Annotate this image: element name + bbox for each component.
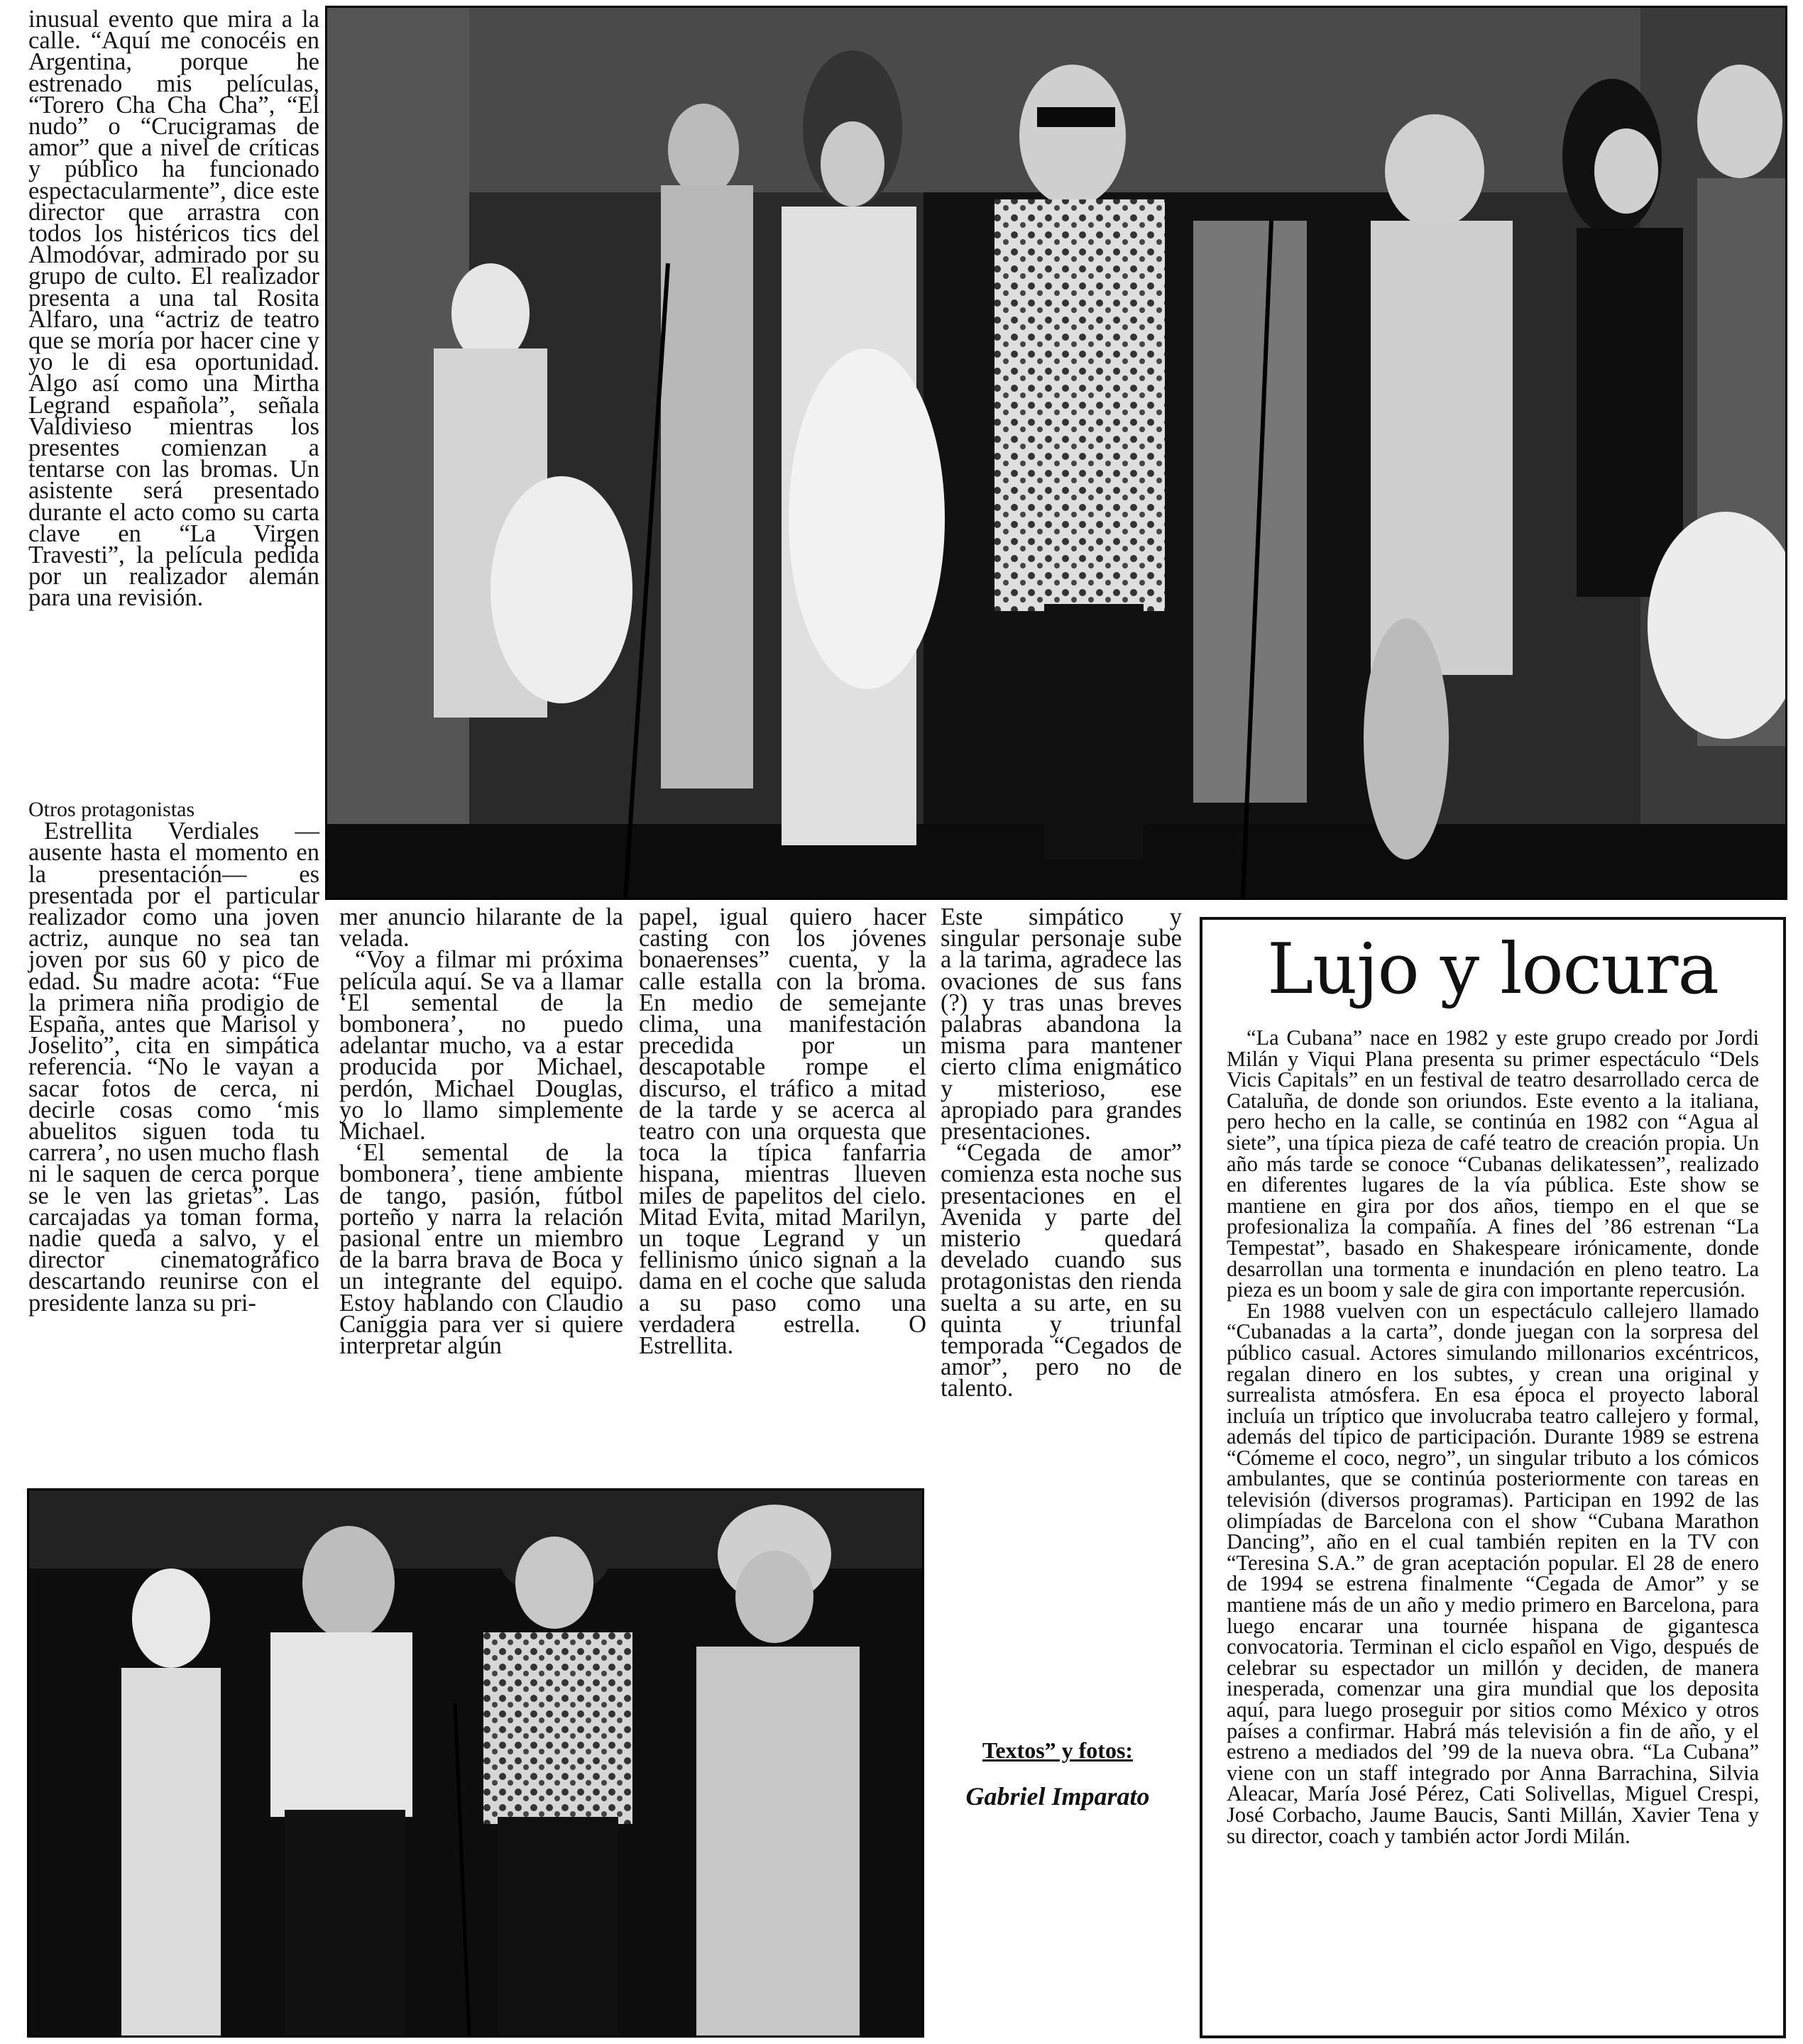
col1-paragraph: inusual evento que mira a la calle. “Aquí me conocéis en Argentina, porque he estrenado mis películas, “Torero Cha Cha Cha”, “El nudo” o “Crucigramas de amor” que a nivel de críticas y público ha funcionado espectacularmente”, dice este director que arrastra con todos los histéricos tics del Almodóvar, admirado por su grupo de culto. El realizador presenta a una tal Rosita Alfaro, una “actriz de teatro que se moría por hacer cine y yo le di esa oportunidad. Algo así como una Mirtha Legrand española”, señala Valdivieso mientras los presentes comienzan a tentarse con las bromas. Un asistente será presentado durante el acto como su carta clave en “La Virgen Travesti”, la película pedida por un realizador alemán para una revisión. — [28, 6, 319, 612]
photo-credit-label: Textos” y fotos: — [982, 1737, 1134, 1763]
col4-paragraph: “Cegada de amor” comienza esta noche sus presentaciones en el Avenida y parte del misterio quedará develado cuando sus protagonistas den rienda suelta a su arte, en su quinta y triunfal temporada “Cegados de amor”, pero no de talento. — [941, 1139, 1182, 1402]
col2-paragraph: “Voy a filmar mi próxima película aquí. Se va a llamar ‘El semental de la bombonera’, no puedo adelantar mucho, va a estar producida por Michael, perdón, Michael Douglas, yo lo llamo simplemente Michael. — [339, 946, 623, 1145]
sidebar-body — [1227, 1028, 1759, 1847]
col4-paragraph: Este simpático y singular personaje sube a la tarima, agradece las ovaciones de sus fans (?) y tras unas breves palabras abandona la misma para mantener cierto clima enigmático y misterioso, ese apropiado para grandes presentaciones. — [941, 903, 1182, 1145]
sidebar-title: Lujo y locura — [1267, 929, 1719, 1010]
col1-paragraph: Estrellita Verdiales —ausente hasta el momento en la presentación— es presentada por el particular realizador como una joven actriz, aunque no sea tan joven por sus 60 y pico de edad. Su madre acota: “Fue la primera niña prodigio de España, antes que Marisol y Joselito”, cita en simpática referencia. “No le vayan a sacar fotos de cerca, ni decirle cosas como ‘mis abuelitos siguen toda tu carrera’, no usen mucho flash ni le saquen de cerca porque se le ven las grietas”. Las carcajadas ya toman forma, nadie queda a salvo, y el director cinematográfico descartando reunirse con el presidente lanza su pri- — [28, 818, 319, 1317]
col2-paragraph: mer anuncio hilarante de la velada. — [339, 903, 623, 952]
article-column-3 — [639, 903, 926, 1360]
section-subhead: Otros protagonistas — [28, 798, 195, 821]
article-column-2 — [339, 903, 623, 1360]
photo-credit-name: Gabriel Imparato — [965, 1782, 1150, 1811]
sidebar-paragraph: “La Cubana” nace en 1982 y este grupo creado por Jordi Milán y Viqui Plana presenta su primer espectáculo “Dels Vicis Capitals” en un festival de teatro desarrollado cerca de Cataluña, de donde son oriundos. Este evento a la italiana, pero hecho en la calle, se continúa en 1982 con “Agua al siete”, una típica pieza de café teatro de creación propia. Un año más tarde se conoce “Cubanas delikatessen”, realizado en diferentes lugares de la vía pública. Este show se mantiene en gira por dos años, tiempo en el que se profesionaliza la compañía. A fines del ’86 estrenan “La Tempestat”, basado en Shakespeare irónicamente, donde desarrollan una tormenta e inundación en pleno teatro. La pieza es un boom y sale de gira con importante repercusión. — [1227, 1026, 1759, 1302]
col3-paragraph: papel, igual quiero hacer casting con los jóvenes bonaerenses” cuenta, y la calle estalla con la broma. En medio de semejante clima, una manifestación precedida por un descapotable rompe el discurso, el tráfico a mitad de la tarde y se acerca al teatro con una orquesta que toca la típica fanfarria hispana, mientras llueven miles de papelitos del cielo. Mitad Evita, mitad Marilyn, un toque Legrand y un fellinismo único signan a la dama en el coche que saluda a su paso como una verdadera estrella. O Estrellita. — [639, 903, 926, 1360]
article-column-4 — [941, 903, 1182, 1402]
sidebar-paragraph: En 1988 vuelven con un espectáculo callejero llamado “Cubanadas a la carta”, donde juegan con la sorpresa del público casual. Actores simulando millonarios excéntricos, regalan dinero en los subtes, y crean una original y surrealista atmósfera. En esa época el proyecto laboral incluía un tríptico que involucraba teatro callejero y formal, además del típico de participación. Durante 1989 se estrena “Cómeme el coco, negro”, un singular tributo a los cómicos ambulantes, que se continúa posteriormente con tareas en televisión (diversos programas). Participan en 1992 de las olimpíadas de Barcelona con el show “Cubana Marathon Dancing”, año en el cual también repiten en la TV con “Teresina S.A.” de gran aceptación popular. El 28 de enero de 1994 se estrena finalmente “Cegada de Amor” y se mantiene más de un año y medio primero en Barcelona, para luego encarar una tournée hispana de gigantesca convocatoria. Terminan el ciclo español en Vigo, después de celebrar su espectador un millón y deciden, de manera inesperada, comenzar una gira mundial que los deposita aquí, para luego proseguir por sitios como México y otros países a confirmar. Habrá más televisión a fin de año, y el estreno a mediados del ’99 de la nueva obra. “La Cubana” viene con un staff integrado por Anna Barrachina, Silvia Aleacar, María José Pérez, Cati Solivellas, Miguel Crespi, José Corbacho, Jaume Baucis, Santi Millán, Xavier Tena y su director, coach y también actor Jordi Milán. — [1227, 1298, 1759, 1848]
article-column-1-bottom — [28, 798, 319, 1317]
stage-photo-illustration — [327, 8, 1785, 898]
stage-photo-illustration — [29, 1490, 922, 2035]
stage-photo-bottom — [27, 1488, 924, 2038]
article-column-1-top — [28, 6, 319, 612]
sidebar-box — [1200, 917, 1786, 2038]
col2-paragraph: ‘El semental de la bombonera’, tiene ambiente de tango, pasión, fútbol porteño y narra la relación pasional entre un miembro de la barra brava de Boca y un integrante del equipo. Estoy hablando con Claudio Caniggia para ver si quiere interpretar algún — [339, 1139, 623, 1360]
stage-photo-top — [325, 6, 1787, 900]
